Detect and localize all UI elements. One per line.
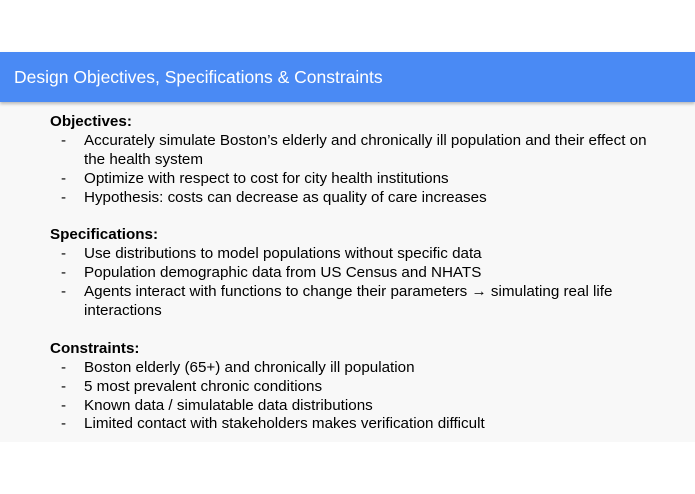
list-item-text: Use distributions to model populations without specific data <box>84 245 482 263</box>
list-item <box>50 415 650 434</box>
bullet-list <box>50 359 650 435</box>
list-item-text: Accurately simulate Boston’s elderly and chronically ill population and their effect on the health system <box>84 131 647 168</box>
list-item <box>50 397 650 416</box>
section-specifications <box>50 226 650 321</box>
bullet-dash: - <box>61 377 67 395</box>
list-item-text: Boston elderly (65+) and chronically ill population <box>84 358 415 376</box>
list-item <box>50 359 650 378</box>
list-item-text: 5 most prevalent chronic conditions <box>84 377 323 395</box>
list-item <box>50 245 650 264</box>
list-item-text: Agents interact with functions to change their parameters → simulating real life interactions <box>84 283 613 320</box>
list-item <box>50 264 650 283</box>
bullet-list <box>50 245 650 321</box>
list-item <box>50 283 650 321</box>
section-heading: Objectives: <box>50 113 132 130</box>
list-item-text: Hypothesis: costs can decrease as quality of care increases <box>84 188 487 206</box>
bullet-dash: - <box>61 283 67 301</box>
list-item <box>50 132 650 170</box>
bullet-dash: - <box>61 169 67 187</box>
bullet-dash: - <box>61 358 67 376</box>
list-item-text: Population demographic data from US Census and NHATS <box>84 264 482 282</box>
list-item-text: Optimize with respect to cost for city health institutions <box>84 169 449 187</box>
bullet-dash: - <box>61 264 67 282</box>
list-item <box>50 170 650 189</box>
slide <box>0 52 695 442</box>
bullet-dash: - <box>61 245 67 263</box>
slide-body <box>50 113 650 434</box>
bullet-dash: - <box>61 415 67 433</box>
list-item-text: Limited contact with stakeholders makes verification difficult <box>84 415 485 433</box>
list-item <box>50 378 650 397</box>
bullet-list <box>50 132 650 208</box>
title-bar <box>0 52 695 102</box>
section-heading: Specifications: <box>50 226 159 244</box>
bullet-dash: - <box>61 396 67 414</box>
bullet-dash: - <box>61 131 67 149</box>
section-heading: Constraints: <box>50 339 140 357</box>
list-item <box>50 189 650 208</box>
list-item-text: Known data / simulatable data distributions <box>84 396 373 414</box>
section-objectives <box>50 113 650 208</box>
bullet-dash: - <box>61 188 67 206</box>
section-constraints <box>50 340 650 435</box>
slide-title: Design Objectives, Specifications & Constraints <box>14 67 383 87</box>
